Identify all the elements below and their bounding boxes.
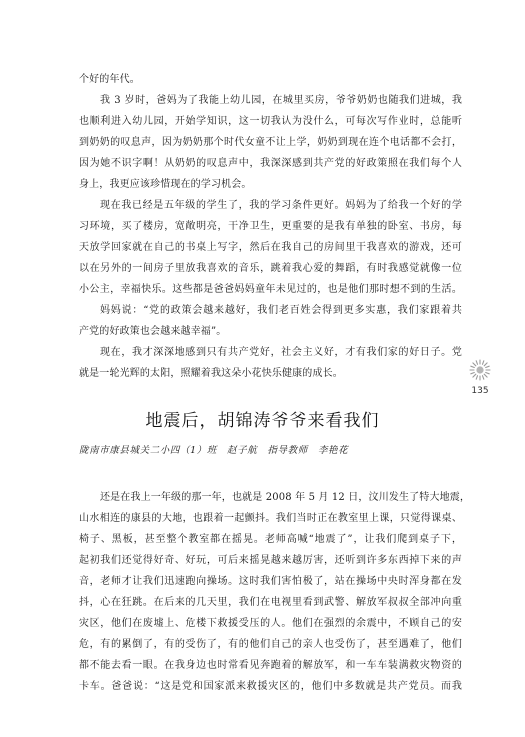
sunburst-ornament-icon: [469, 359, 491, 381]
text-line: 现在我已经是五年级的学生了，我的学习条件更好。妈妈为了给我一个好的学: [100, 200, 462, 211]
article-title: 地震后，胡锦涛爷爷来看我们: [145, 411, 380, 431]
text-line: 现在，我才深深地感到只有共产党好，社会主义好，才有我们家的好日子。党: [100, 347, 462, 358]
text-line: 音，老师才让我们迅速跑向操场。这时我们害怕极了，站在操场中央时浑身都在发: [79, 576, 462, 587]
text-line: 习环境，买了楼房，宽敞明亮，干净卫生，更重要的是我有单独的卧室、书房，每: [79, 221, 462, 232]
text-line: 还是在我上一年级的那一年，也就是 2008 年 5 月 12 日，汶川发生了特大地震，: [100, 492, 471, 503]
page-number-block: [465, 359, 495, 411]
article-byline: 陇南市康县城关二小四（1）班 赵子航 指导教师 李艳花: [79, 445, 349, 456]
text-line: 就是一轮光辉的太阳，照耀着我这朵小花快乐健康的成长。: [79, 368, 343, 379]
text-line: 我 3 岁时，爸妈为了我能上幼儿园，在城里买房，爷爷奶奶也随我们进城，我: [100, 95, 462, 106]
text-line: 椅子、黑板，甚至整个教室都在摇晃。老师高喊“地震了”，让我们爬到桌子下，: [79, 534, 462, 545]
page-number: 135: [471, 386, 489, 396]
text-line: 产党的好政策也会越来越幸福”。: [79, 326, 227, 337]
text-line: 危，有的累倒了，有的受伤了，有的他们自己的亲人也受伤了，甚至遇难了，他们: [79, 639, 462, 650]
text-line: 妈妈说：“党的政策会越来越好，我们老百姓会得到更多实惠，我们家跟着共: [100, 305, 462, 316]
text-line: 到奶奶的叹息声，因为奶奶那个时代女童不让上学，奶奶到现在连个电话都不会打，: [79, 137, 462, 148]
text-line: 个好的年代。: [79, 74, 140, 85]
text-line: 因为她不识字啊！从奶奶的叹息声中，我深深感到共产党的好政策照在我们每个人: [79, 158, 462, 169]
text-line: 山水相连的康县的大地，也跟着一起颤抖。我们当时正在教室里上课，只觉得课桌、: [79, 513, 462, 524]
text-line: 灾区，他们在废墟上、危楼下救援受压的人。他们在强烈的余震中，不顾自己的安: [79, 618, 462, 629]
text-line: 卡车。爸爸说：“这是党和国家派来救援灾区的，他们中多数就是共产党员。而我: [79, 681, 462, 692]
text-line: 起初我们还觉得好奇、好玩，可后来摇晃越来越厉害，还听到许多东西掉下来的声: [79, 555, 462, 566]
text-line: 以在另外的一间房子里放我喜欢的音乐，跳着我心爱的舞蹈，有时我感觉就像一位: [79, 263, 462, 274]
text-line: 抖，心在狂跳。在后来的几天里，我们在电视里看到武警、解放军叔叔全部冲向重: [79, 597, 462, 608]
text-line: 都不能去看一眼。在我身边也时常看见奔跑着的解放军，和一车车装满救灾物资的: [79, 660, 462, 671]
text-line: 小公主，幸福快乐。这些都是爸爸妈妈童年未见过的，也是他们那时想不到的生活。: [79, 284, 462, 295]
text-line: 也顺利进入幼儿园，开始学知识，这一切我认为没什么，可每次写作业时，总能听: [79, 116, 462, 127]
text-line: 天放学回家就在自己的书桌上写字，然后在我自己的房间里干我喜欢的游戏，还可: [79, 242, 462, 253]
text-line: 身上，我更应该珍惜现在的学习机会。: [79, 179, 252, 190]
